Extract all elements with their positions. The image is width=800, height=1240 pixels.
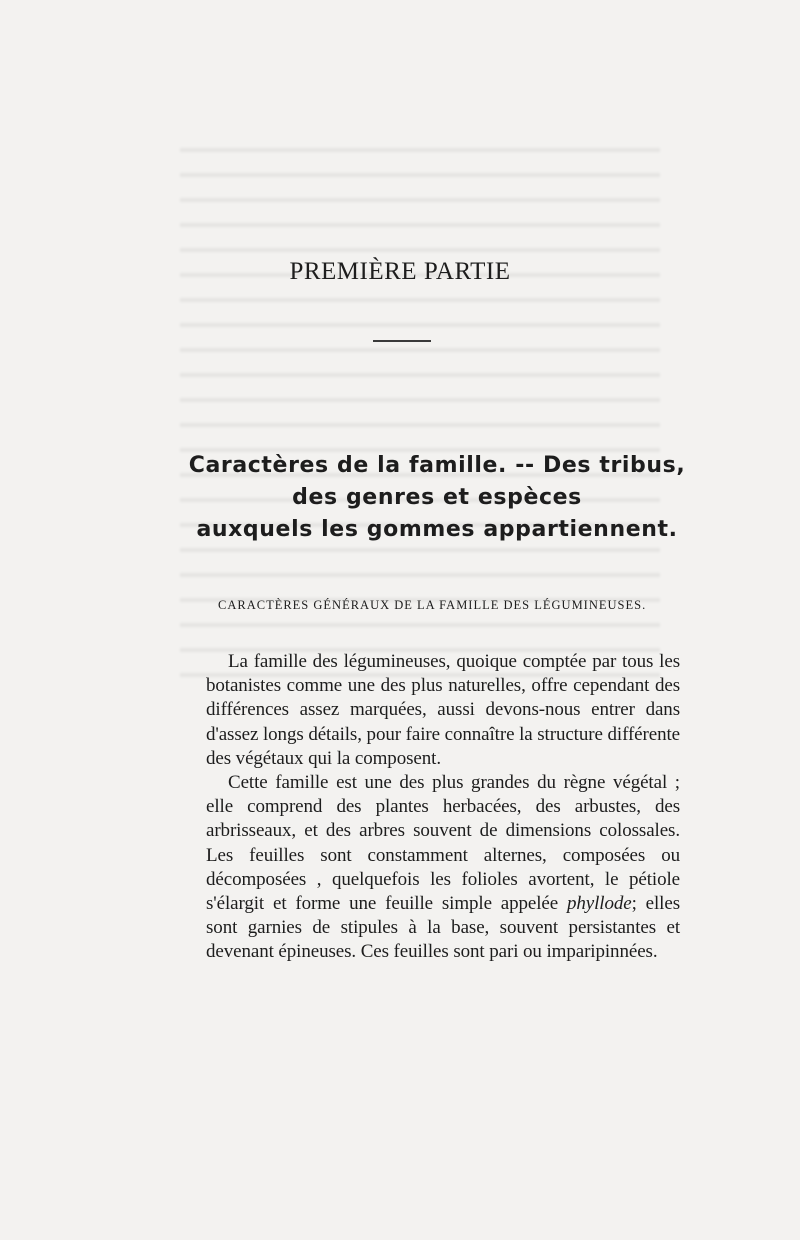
subtitle-line-1: Caractères de la famille. -- Des tribus,: [188, 453, 686, 478]
body-text: [206, 650, 680, 965]
part-title: PREMIÈRE PARTIE: [289, 258, 511, 285]
paragraph-2-text-a: Cette famille est une des plus grandes du règne végétal ; elle comprend des plantes herbacées, des arbustes, des arbrisseaux, et des arbres souvent de dimensions colossales. Les feuilles sont constamment alternes, composées ou décomposées , quelquefois les folioles avortent, le pétiole s'élargit et forme une feuille simple appelée: [206, 772, 680, 915]
paragraph-2-text-b: ; elles sont garnies de stipules à la base, souvent persistantes et devenant épineuses. Ces feuilles sont pari ou imparipinnées.: [206, 893, 680, 963]
section-heading: CARACTÈRES GÉNÉRAUX DE LA FAMILLE DES LÉGUMINEUSES.: [218, 598, 647, 612]
subtitle-line-3: auxquels les gommes appartiennent.: [196, 517, 678, 542]
chapter-subtitle: [0, 450, 800, 546]
paragraph-2-italic-term: phyllode: [566, 893, 632, 915]
subtitle-line-2: des genres et espèces: [292, 485, 582, 510]
title-rule: [373, 340, 431, 342]
paragraph-1: La famille des légumineuses, quoique comptée par tous les botanistes comme une des plus naturelles, offre cependant des différences assez marquées, aussi devons-nous entrer dans d'assez longs détails, pour faire connaître la structure différente des végétaux qui la composent.: [206, 651, 680, 769]
paragraph-2: [206, 771, 680, 965]
